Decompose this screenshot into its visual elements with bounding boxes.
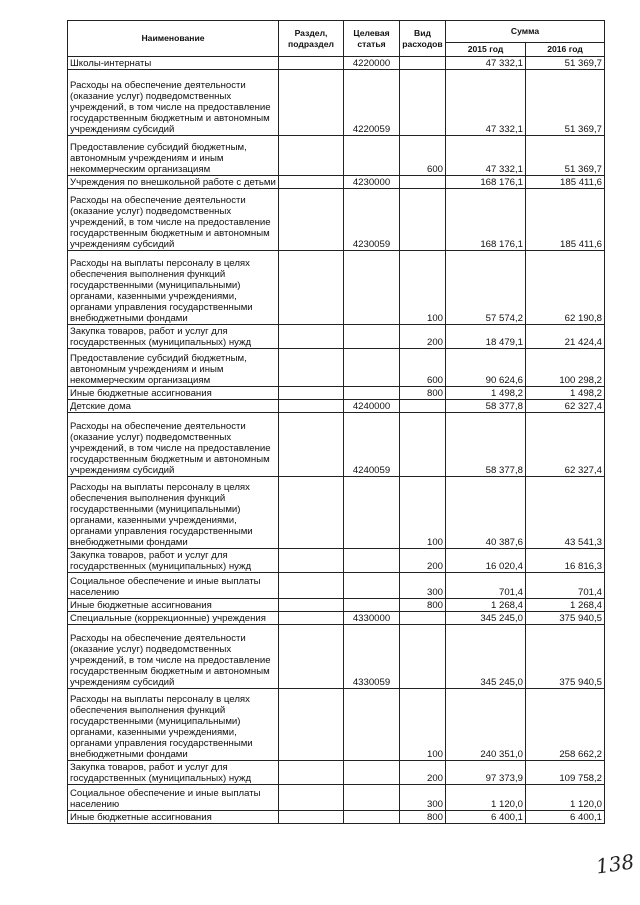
- row-sum-2015-cell: 58 377,8: [446, 413, 526, 477]
- row-razdel-cell: [279, 413, 344, 477]
- row-sum-2015-cell: 168 176,1: [446, 176, 526, 189]
- row-razdel-cell: [279, 57, 344, 70]
- table-row: [68, 387, 605, 400]
- table-row: [68, 689, 605, 761]
- row-sum-2016-cell: 21 424,4: [526, 325, 605, 349]
- row-sum-2015-cell: 1 120,0: [446, 785, 526, 811]
- row-sum-2016-cell: 185 411,6: [526, 189, 605, 251]
- row-celevaya-cell: [344, 761, 400, 785]
- row-celevaya-cell: 4330059: [344, 625, 400, 689]
- row-sum-2015-cell: 16 020,4: [446, 549, 526, 573]
- row-razdel-cell: [279, 387, 344, 400]
- row-vid-cell: 300: [400, 573, 446, 599]
- row-sum-2016-cell: 1 120,0: [526, 785, 605, 811]
- row-vid-cell: [400, 57, 446, 70]
- table-row: [68, 612, 605, 625]
- table-body: [68, 57, 605, 824]
- table-row: [68, 136, 605, 176]
- row-vid-cell: [400, 176, 446, 189]
- row-sum-2016-cell: 1 498,2: [526, 387, 605, 400]
- table-row: [68, 413, 605, 477]
- row-razdel-cell: [279, 349, 344, 387]
- table-row: [68, 57, 605, 70]
- row-razdel-cell: [279, 549, 344, 573]
- row-celevaya-cell: [344, 136, 400, 176]
- row-celevaya-cell: [344, 689, 400, 761]
- row-sum-2016-cell: 1 268,4: [526, 599, 605, 612]
- row-razdel-cell: [279, 325, 344, 349]
- row-sum-2016-cell: 51 369,7: [526, 70, 605, 136]
- row-name-cell: Расходы на обеспечение деятельности (оказание услуг) подведомственных учреждений, в том числе на предоставление государственным бюджетным и автономным учреждениям субсидий: [68, 413, 279, 477]
- row-sum-2016-cell: 100 298,2: [526, 349, 605, 387]
- row-vid-cell: 200: [400, 761, 446, 785]
- row-sum-2016-cell: 16 816,3: [526, 549, 605, 573]
- row-sum-2015-cell: 90 624,6: [446, 349, 526, 387]
- row-celevaya-cell: [344, 325, 400, 349]
- row-name-cell: Расходы на обеспечение деятельности (оказание услуг) подведомственных учреждений, в том числе на предоставление государственным бюджетным и автономным учреждениям субсидий: [68, 189, 279, 251]
- row-razdel-cell: [279, 251, 344, 325]
- header-razdel: Раздел, подраздел: [279, 21, 344, 57]
- row-vid-cell: [400, 612, 446, 625]
- table-row: [68, 599, 605, 612]
- row-sum-2015-cell: 1 268,4: [446, 599, 526, 612]
- row-celevaya-cell: 4220000: [344, 57, 400, 70]
- row-razdel-cell: [279, 785, 344, 811]
- row-vid-cell: [400, 413, 446, 477]
- row-razdel-cell: [279, 761, 344, 785]
- table-row: [68, 477, 605, 549]
- header-row: [68, 21, 605, 43]
- row-sum-2015-cell: 97 373,9: [446, 761, 526, 785]
- row-sum-2015-cell: 240 351,0: [446, 689, 526, 761]
- row-razdel-cell: [279, 599, 344, 612]
- header-summa: Сумма: [446, 21, 605, 43]
- row-sum-2016-cell: 62 327,4: [526, 413, 605, 477]
- table-row: [68, 349, 605, 387]
- row-vid-cell: [400, 189, 446, 251]
- row-name-cell: Расходы на выплаты персоналу в целях обеспечения выполнения функций государственными (муниципальными) органами, казенными учреждениями, органами управления государственными внебюджетными фондами: [68, 689, 279, 761]
- row-sum-2015-cell: 47 332,1: [446, 57, 526, 70]
- row-sum-2015-cell: 57 574,2: [446, 251, 526, 325]
- table-row: [68, 625, 605, 689]
- row-razdel-cell: [279, 189, 344, 251]
- table-row: [68, 176, 605, 189]
- row-vid-cell: 300: [400, 785, 446, 811]
- table-row: [68, 811, 605, 824]
- row-sum-2016-cell: 6 400,1: [526, 811, 605, 824]
- row-celevaya-cell: [344, 599, 400, 612]
- row-name-cell: Иные бюджетные ассигнования: [68, 599, 279, 612]
- row-name-cell: Школы-интернаты: [68, 57, 279, 70]
- row-name-cell: Социальное обеспечение и иные выплаты населению: [68, 785, 279, 811]
- row-vid-cell: 800: [400, 387, 446, 400]
- row-razdel-cell: [279, 625, 344, 689]
- row-celevaya-cell: [344, 549, 400, 573]
- row-vid-cell: 800: [400, 811, 446, 824]
- header-celevaya: Целевая статья: [344, 21, 400, 57]
- row-name-cell: Социальное обеспечение и иные выплаты населению: [68, 573, 279, 599]
- row-vid-cell: 800: [400, 599, 446, 612]
- row-celevaya-cell: 4240000: [344, 400, 400, 413]
- row-razdel-cell: [279, 612, 344, 625]
- row-sum-2015-cell: 6 400,1: [446, 811, 526, 824]
- row-sum-2015-cell: 47 332,1: [446, 136, 526, 176]
- row-name-cell: Закупка товаров, работ и услуг для государственных (муниципальных) нужд: [68, 549, 279, 573]
- row-sum-2015-cell: 58 377,8: [446, 400, 526, 413]
- row-vid-cell: 200: [400, 549, 446, 573]
- row-sum-2016-cell: 109 758,2: [526, 761, 605, 785]
- row-razdel-cell: [279, 811, 344, 824]
- table-row: [68, 189, 605, 251]
- table-row: [68, 573, 605, 599]
- row-celevaya-cell: [344, 785, 400, 811]
- row-celevaya-cell: 4330000: [344, 612, 400, 625]
- row-celevaya-cell: 4240059: [344, 413, 400, 477]
- row-sum-2015-cell: 345 245,0: [446, 625, 526, 689]
- row-celevaya-cell: [344, 573, 400, 599]
- row-sum-2016-cell: 375 940,5: [526, 625, 605, 689]
- row-celevaya-cell: [344, 251, 400, 325]
- row-name-cell: Расходы на обеспечение деятельности (оказание услуг) подведомственных учреждений, в том числе на предоставление государственным бюджетным и автономным учреждениям субсидий: [68, 70, 279, 136]
- table-row: [68, 549, 605, 573]
- row-razdel-cell: [279, 689, 344, 761]
- row-razdel-cell: [279, 477, 344, 549]
- row-name-cell: Иные бюджетные ассигнования: [68, 811, 279, 824]
- row-sum-2016-cell: 62 327,4: [526, 400, 605, 413]
- row-celevaya-cell: [344, 477, 400, 549]
- row-vid-cell: 200: [400, 325, 446, 349]
- row-vid-cell: 100: [400, 689, 446, 761]
- table-row: [68, 761, 605, 785]
- row-sum-2015-cell: 18 479,1: [446, 325, 526, 349]
- row-sum-2016-cell: 258 662,2: [526, 689, 605, 761]
- row-vid-cell: 600: [400, 349, 446, 387]
- budget-table: [67, 20, 605, 824]
- row-name-cell: Учреждения по внешкольной работе с детьми: [68, 176, 279, 189]
- row-celevaya-cell: 4220059: [344, 70, 400, 136]
- row-sum-2016-cell: 185 411,6: [526, 176, 605, 189]
- row-name-cell: Расходы на выплаты персоналу в целях обеспечения выполнения функций государственными (муниципальными) органами, казенными учреждениями, органами управления государственными внебюджетными фондами: [68, 477, 279, 549]
- row-sum-2016-cell: 51 369,7: [526, 136, 605, 176]
- row-vid-cell: [400, 625, 446, 689]
- header-year-2016: 2016 год: [526, 43, 605, 57]
- row-vid-cell: [400, 400, 446, 413]
- row-name-cell: Предоставление субсидий бюджетным, автономным учреждениям и иным некоммерческим организациям: [68, 349, 279, 387]
- row-sum-2015-cell: 47 332,1: [446, 70, 526, 136]
- row-razdel-cell: [279, 70, 344, 136]
- row-name-cell: Расходы на выплаты персоналу в целях обеспечения выполнения функций государственными (муниципальными) органами, казенными учреждениями, органами управления государственными внебюджетными фондами: [68, 251, 279, 325]
- row-razdel-cell: [279, 176, 344, 189]
- row-name-cell: Закупка товаров, работ и услуг для государственных (муниципальных) нужд: [68, 761, 279, 785]
- row-celevaya-cell: 4230059: [344, 189, 400, 251]
- header-vid: Вид расходов: [400, 21, 446, 57]
- table-row: [68, 785, 605, 811]
- row-razdel-cell: [279, 573, 344, 599]
- row-razdel-cell: [279, 136, 344, 176]
- row-sum-2015-cell: 701,4: [446, 573, 526, 599]
- row-sum-2016-cell: 51 369,7: [526, 57, 605, 70]
- row-celevaya-cell: 4230000: [344, 176, 400, 189]
- row-vid-cell: 600: [400, 136, 446, 176]
- row-sum-2016-cell: 375 940,5: [526, 612, 605, 625]
- row-name-cell: Специальные (коррекционные) учреждения: [68, 612, 279, 625]
- table-row: [68, 400, 605, 413]
- row-vid-cell: 100: [400, 477, 446, 549]
- row-sum-2016-cell: 43 541,3: [526, 477, 605, 549]
- row-sum-2015-cell: 345 245,0: [446, 612, 526, 625]
- row-name-cell: Расходы на обеспечение деятельности (оказание услуг) подведомственных учреждений, в том числе на предоставление государственным бюджетным и автономным учреждениям субсидий: [68, 625, 279, 689]
- header-year-2015: 2015 год: [446, 43, 526, 57]
- table-row: [68, 325, 605, 349]
- row-name-cell: Закупка товаров, работ и услуг для государственных (муниципальных) нужд: [68, 325, 279, 349]
- row-sum-2015-cell: 40 387,6: [446, 477, 526, 549]
- row-sum-2015-cell: 1 498,2: [446, 387, 526, 400]
- row-name-cell: Предоставление субсидий бюджетным, автономным учреждениям и иным некоммерческим организациям: [68, 136, 279, 176]
- row-sum-2016-cell: 62 190,8: [526, 251, 605, 325]
- row-celevaya-cell: [344, 349, 400, 387]
- row-celevaya-cell: [344, 387, 400, 400]
- row-celevaya-cell: [344, 811, 400, 824]
- row-name-cell: Иные бюджетные ассигнования: [68, 387, 279, 400]
- row-vid-cell: 100: [400, 251, 446, 325]
- row-sum-2015-cell: 168 176,1: [446, 189, 526, 251]
- row-name-cell: Детские дома: [68, 400, 279, 413]
- table-row: [68, 251, 605, 325]
- row-sum-2016-cell: 701,4: [526, 573, 605, 599]
- row-vid-cell: [400, 70, 446, 136]
- row-razdel-cell: [279, 400, 344, 413]
- page-number: 138: [594, 849, 636, 879]
- header-name: Наименование: [68, 21, 279, 57]
- table-row: [68, 70, 605, 136]
